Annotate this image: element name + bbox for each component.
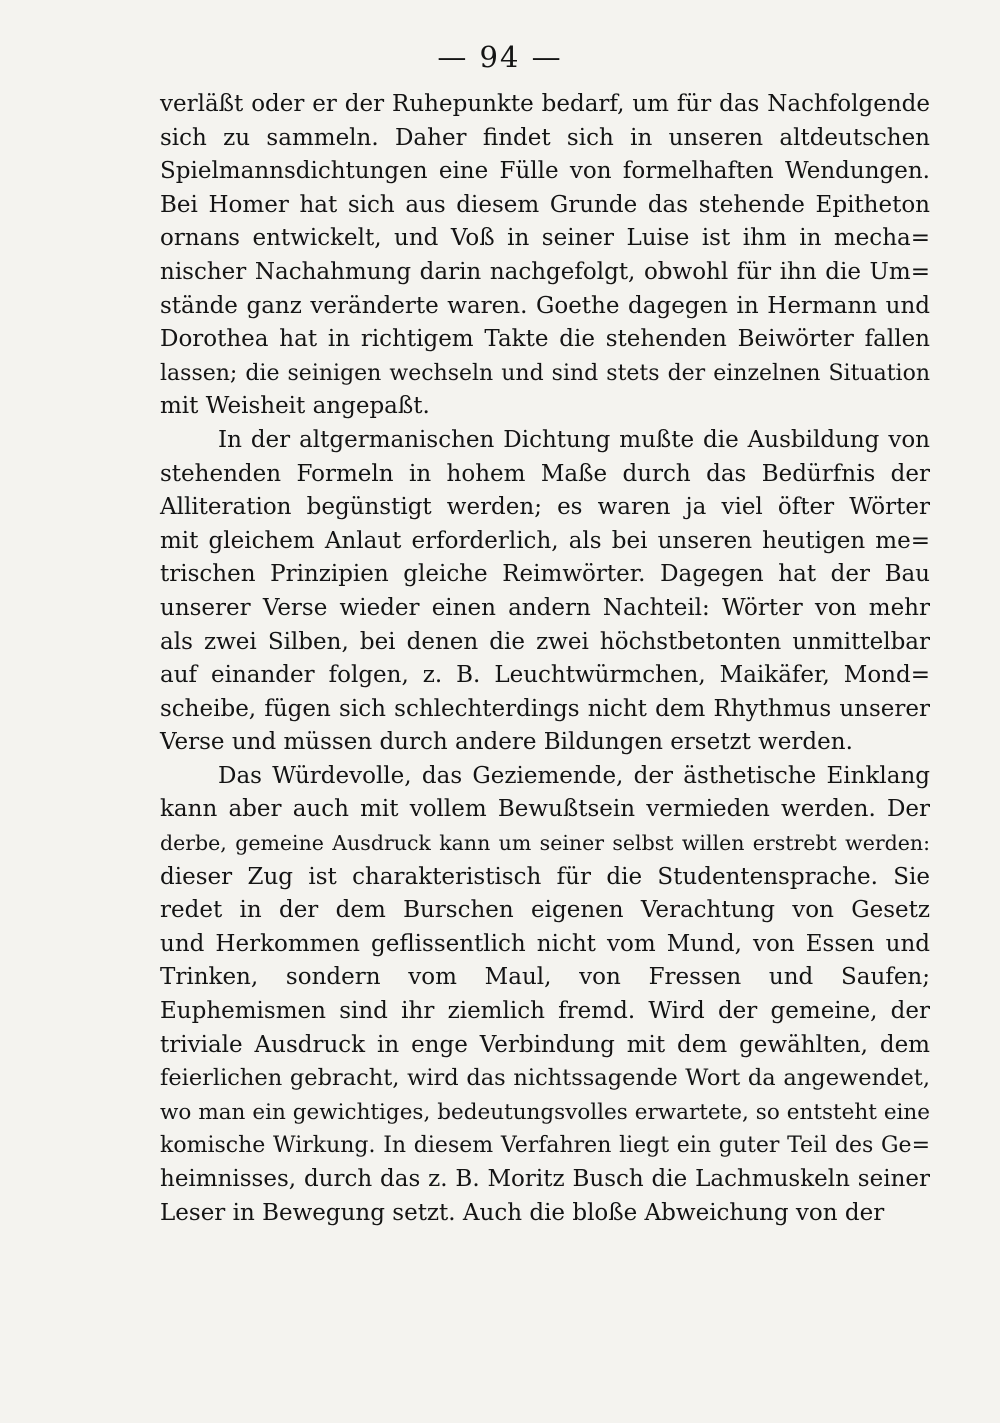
page-number: — 94 — bbox=[437, 40, 563, 74]
text-line: mit Weisheit angepaßt. bbox=[160, 393, 430, 420]
text-line: Leser in Bewegung setzt. Auch die bloße Abweichung von der bbox=[160, 1199, 885, 1226]
text-line: ornans entwickelt, und Voß in seiner Luise ist ihm in mecha= bbox=[160, 225, 930, 252]
text-line: wo man ein gewichtiges, bedeutungsvolles erwartete, so entsteht eine bbox=[160, 1099, 930, 1125]
text-line: Verse und müssen durch andere Bildungen ersetzt werden. bbox=[160, 729, 853, 756]
text-line: redet in der dem Burschen eigenen Verachtung von Gesetz bbox=[160, 897, 930, 924]
body-text bbox=[160, 88, 930, 1230]
text-line: feierlichen gebracht, wird das nichtssagende Wort da angewendet, bbox=[160, 1065, 930, 1092]
text-line: komische Wirkung. In diesem Verfahren liegt ein guter Teil des Ge= bbox=[160, 1133, 930, 1159]
text-line: mit gleichem Anlaut erforderlich, als bei unseren heutigen me= bbox=[160, 527, 930, 554]
text-line: stände ganz veränderte waren. Goethe dagegen in Hermann und bbox=[160, 292, 930, 319]
text-line: kann aber auch mit vollem Bewußtsein vermieden werden. Der bbox=[160, 796, 930, 823]
text-line: Euphemismen sind ihr ziemlich fremd. Wird der gemeine, der bbox=[160, 998, 930, 1025]
text-line: derbe, gemeine Ausdruck kann um seiner selbst willen erstrebt werden: bbox=[160, 831, 930, 856]
text-line: scheibe, fügen sich schlechterdings nicht dem Rhythmus unserer bbox=[160, 695, 930, 722]
text-line: sich zu sammeln. Daher findet sich in unseren altdeutschen bbox=[160, 124, 930, 151]
text-line: auf einander folgen, z. B. Leuchtwürmchen, Maikäfer, Mond= bbox=[160, 662, 930, 689]
text-line: triviale Ausdruck in enge Verbindung mit dem gewählten, dem bbox=[160, 1031, 930, 1058]
paragraph bbox=[160, 424, 930, 760]
paragraph bbox=[160, 88, 930, 424]
text-line: In der altgermanischen Dichtung mußte die Ausbildung von bbox=[218, 426, 930, 453]
text-line: dieser Zug ist charakteristisch für die Studentensprache. Sie bbox=[160, 863, 930, 890]
text-line: und Herkommen geflissentlich nicht vom Mund, von Essen und bbox=[160, 930, 930, 957]
text-line: trischen Prinzipien gleiche Reimwörter. Dagegen hat der Bau bbox=[160, 561, 930, 588]
text-line: Bei Homer hat sich aus diesem Grunde das stehende Epitheton bbox=[160, 191, 930, 218]
text-line: Alliteration begünstigt werden; es waren ja viel öfter Wörter bbox=[160, 494, 930, 521]
text-line: unserer Verse wieder einen andern Nachteil: Wörter von mehr bbox=[160, 594, 930, 621]
text-line: heimnisses, durch das z. B. Moritz Busch die Lachmuskeln seiner bbox=[160, 1166, 930, 1192]
text-line: Spielmannsdichtungen eine Fülle von formelhaften Wendungen. bbox=[160, 158, 930, 185]
text-line: Dorothea hat in richtigem Takte die stehenden Beiwörter fallen bbox=[160, 326, 930, 353]
text-line: lassen; die seinigen wechseln und sind stets der einzelnen Situation bbox=[160, 360, 930, 386]
text-line: stehenden Formeln in hohem Maße durch das Bedürfnis der bbox=[160, 460, 930, 487]
text-line: nischer Nachahmung darin nachgefolgt, obwohl für ihn die Um= bbox=[160, 258, 930, 285]
text-line: Trinken, sondern vom Maul, von Fressen und Saufen; bbox=[160, 964, 930, 991]
paragraph bbox=[160, 760, 930, 1230]
text-line: Das Würdevolle, das Geziemende, der ästhetische Einklang bbox=[218, 762, 930, 789]
text-line: verläßt oder er der Ruhepunkte bedarf, um für das Nachfolgende bbox=[160, 91, 930, 117]
text-line: als zwei Silben, bei denen die zwei höchstbetonten unmittelbar bbox=[160, 628, 930, 655]
